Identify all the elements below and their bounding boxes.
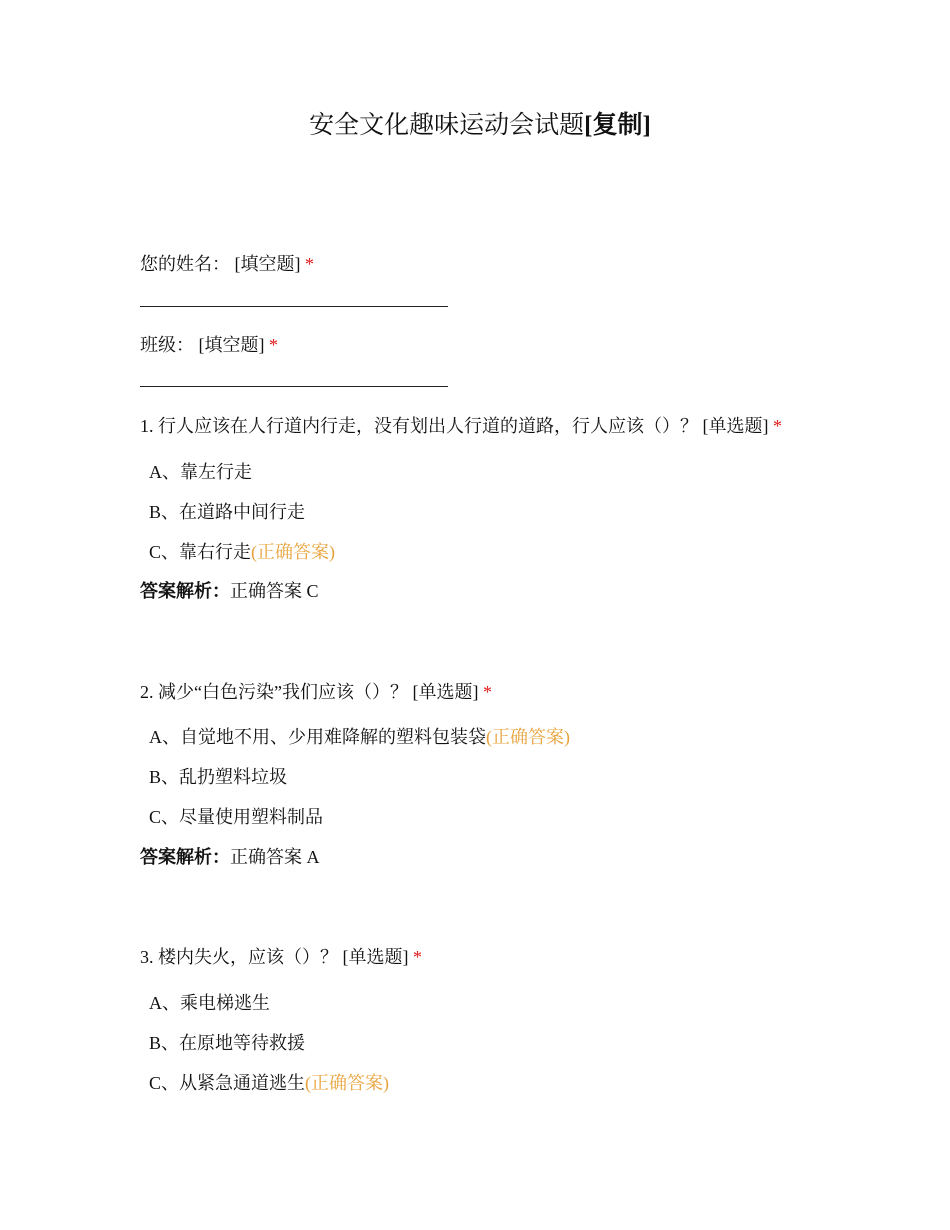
question-text: 3. 楼内失火，应该（）？ (140, 947, 338, 967)
correct-answer-mark: (正确答案) (251, 542, 336, 562)
question-type: [单选题] (342, 947, 409, 967)
required-asterisk: * (482, 682, 492, 702)
q2-analysis (140, 844, 320, 870)
analysis-label: 答案解析： (140, 847, 230, 867)
correct-answer-mark: (正确答案) (486, 727, 570, 747)
option-text: B、在原地等待救援 (149, 1033, 306, 1053)
q3-option-b[interactable] (149, 1030, 305, 1056)
question-type: [填空题] (198, 335, 265, 355)
question-type: [单选题] (412, 682, 479, 702)
page-title (0, 108, 950, 144)
question-text: 2. 减少“白色污染”我们应该（）？ (140, 682, 408, 702)
question-type: [单选题] (702, 416, 769, 436)
q1-option-c[interactable] (149, 539, 335, 565)
question-text: 1. 行人应该在人行道内行走，没有划出人行道的道路，行人应该（）？ (140, 416, 698, 436)
option-text: A、靠左行走 (149, 462, 252, 482)
q1-option-b[interactable] (149, 499, 305, 525)
question-type: [填空题] (234, 254, 301, 274)
analysis-label: 答案解析： (140, 581, 230, 601)
question-1-title (140, 413, 782, 439)
required-asterisk: * (413, 947, 422, 967)
class-input-line[interactable] (140, 386, 448, 387)
option-text: C、靠右行走 (149, 542, 252, 562)
field-name-label (140, 251, 314, 277)
q1-analysis (140, 578, 319, 604)
analysis-text: 正确答案 A (230, 847, 320, 867)
title-suffix: [复制] (584, 112, 651, 139)
name-input-line[interactable] (140, 306, 448, 307)
q2-option-c[interactable] (149, 804, 323, 830)
field-class-label (140, 332, 278, 358)
correct-answer-mark: (正确答案) (305, 1073, 390, 1093)
required-asterisk: * (773, 416, 782, 436)
q1-option-a[interactable] (149, 459, 252, 485)
option-text: B、乱扔塑料垃圾 (149, 767, 288, 787)
title-text: 安全文化趣味运动会试题 (309, 112, 585, 139)
required-asterisk: * (269, 335, 278, 355)
question-2-title (140, 679, 492, 705)
q3-option-c[interactable] (149, 1070, 389, 1096)
field-label: 班级： (140, 335, 194, 355)
question-3-title (140, 944, 422, 970)
field-label: 您的姓名： (140, 254, 230, 274)
option-text: C、尽量使用塑料制品 (149, 807, 324, 827)
option-text: A、乘电梯逃生 (149, 993, 270, 1013)
q2-option-b[interactable] (149, 764, 287, 790)
analysis-text: 正确答案 C (230, 581, 319, 601)
option-text: A、自觉地不用、少用难降解的塑料包装袋 (149, 727, 486, 747)
q3-option-a[interactable] (149, 990, 270, 1016)
option-text: C、从紧急通道逃生 (149, 1073, 306, 1093)
required-asterisk: * (305, 254, 314, 274)
q2-option-a[interactable] (149, 724, 570, 750)
option-text: B、在道路中间行走 (149, 502, 306, 522)
